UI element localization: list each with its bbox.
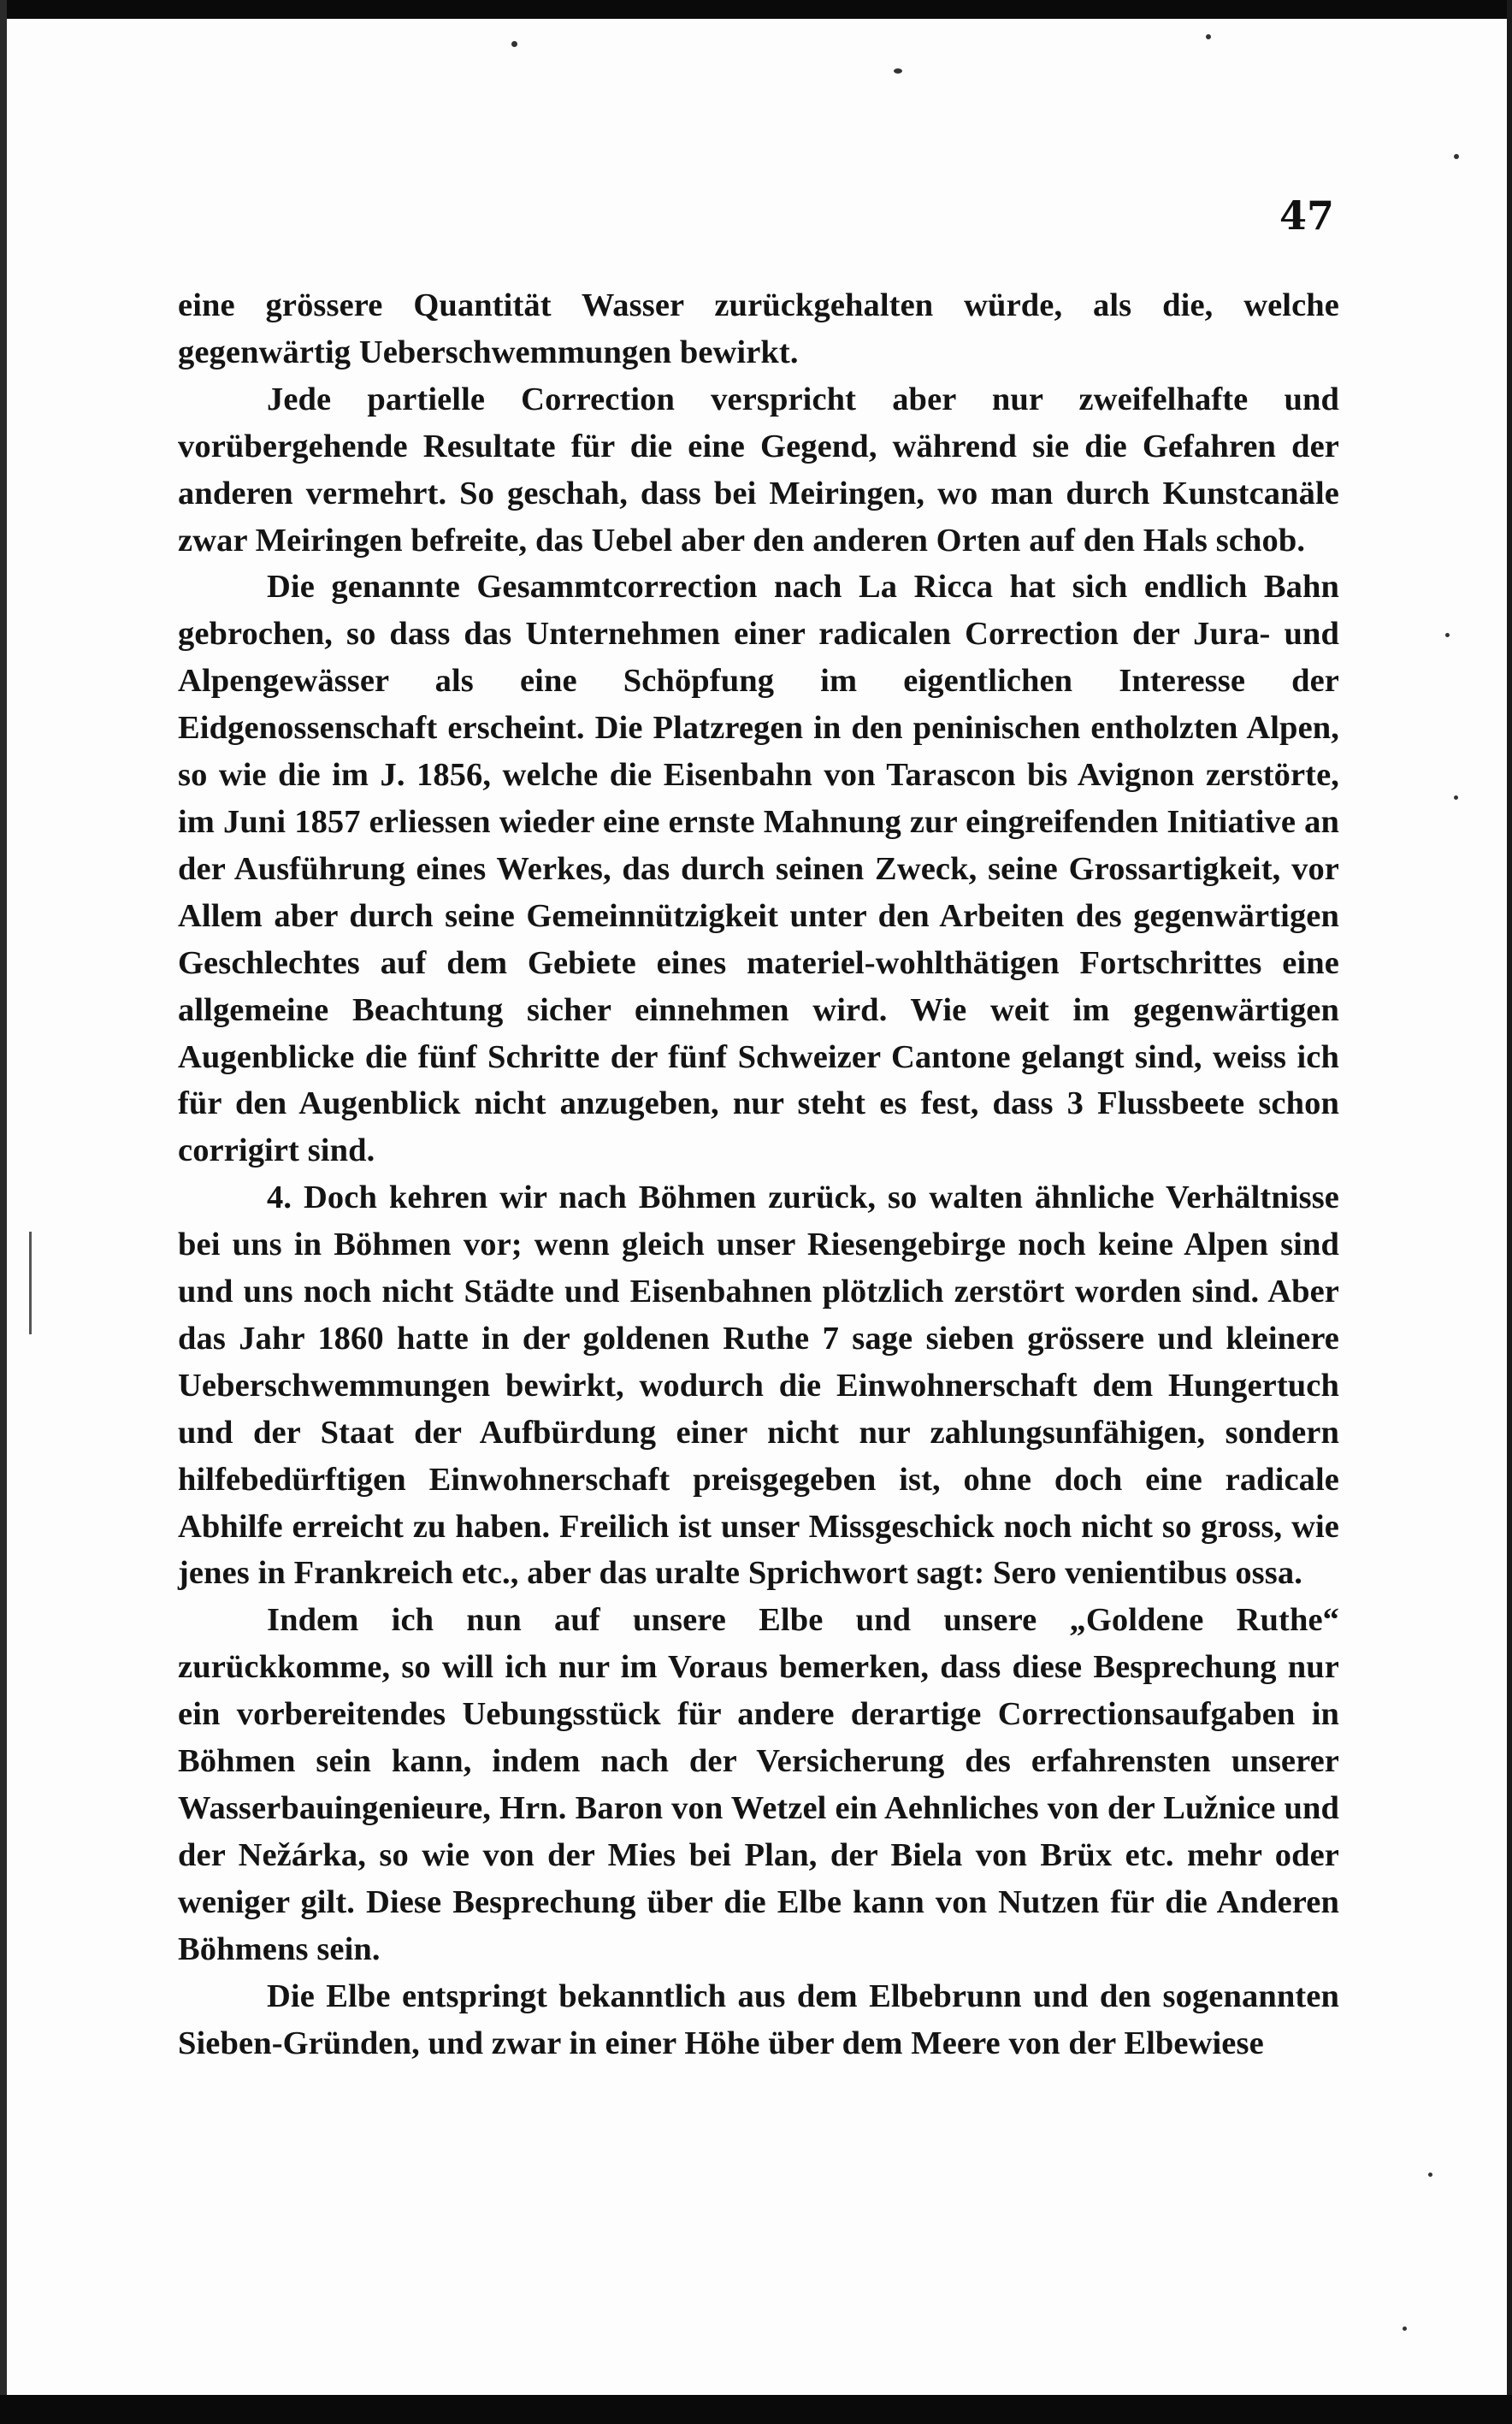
print-speck (1428, 2173, 1432, 2177)
paragraph: Jede partielle Correction verspricht aber nur zweifelhafte und vorübergehende Resultate für die eine Gegend, während sie die Gefahren der anderen vermehrt. So geschah, dass bei Meiringen, wo man durch Kunstcanäle zwar Meiringen befreite, das Uebel aber den anderen Orten auf den Hals schob. (178, 381, 1339, 559)
paragraph: Die Elbe entspringt bekanntlich aus dem Elbebrunn und den sogenannten Sieben-Gründen, und zwar in einer Höhe über dem Meere von der Elbewiese (178, 1978, 1339, 2061)
print-speck (894, 68, 902, 74)
paragraph: eine grössere Quantität Wasser zurückgehalten würde, als die, welche gegenwärtig Ueberschwemmungen bewirkt. (178, 287, 1339, 370)
scan-border-bottom (0, 2395, 1512, 2424)
scan-border-left (0, 0, 7, 2424)
paragraph: 4. Doch kehren wir nach Böhmen zurück, so walten ähnliche Verhältnisse bei uns in Böhmen vor; wenn gleich unser Riesengebirge noch keine Alpen sind und uns noch nicht Städte und Eisenbahnen plötzlich zerstört worden sind. Aber das Jahr 1860 hatte in der goldenen Ruthe 7 sage sieben grössere und kleinere Ueberschwemmungen bewirkt, wodurch die Einwohnerschaft dem Hungertuch und der Staat der Aufbürdung einer nicht nur zahlungsunfähigen, sondern hilfebedürftigen Einwohnerschaft preisgegeben ist, ohne doch eine radicale Abhilfe erreicht zu haben. Freilich ist unser Missgeschick noch nicht so gross, wie jenes in Frankreich etc., aber das uralte Sprichwort sagt: Sero venientibus ossa. (178, 1179, 1339, 1592)
print-speck (1206, 34, 1211, 39)
page-number: 47 (1279, 192, 1334, 239)
print-speck (1445, 633, 1450, 637)
scan-border-right (1507, 0, 1512, 2424)
paragraph: Die genannte Gesammtcorrection nach La Ricca hat sich endlich Bahn gebrochen, so dass das Unternehmen einer radicalen Correction der Jura- und Alpengewässer als eine Schöpfung im eigentlichen Interesse der Eidgenossenschaft erscheint. Die Platzregen in den peninischen entholzten Alpen, so wie die im J. 1856, welche die Eisenbahn von Tarascon bis Avignon zerstörte, im Juni 1857 erliessen wieder eine ernste Mahnung zur eingreifenden Initiative an der Ausführung eines Werkes, das durch seinen Zweck, seine Grossartigkeit, vor Allem aber durch seine Gemeinnützigkeit unter den Arbeiten des gegenwärtigen Geschlechtes auf dem Gebiete eines materiel-wohlthätigen Fortschrittes eine allgemeine Beachtung sicher einnehmen wird. Wie weit im gegenwärtigen Augenblicke die fünf Schritte der fünf Schweizer Cantone gelangt sind, weiss ich für den Augenblick nicht anzugeben, nur steht es fest, dass 3 Flussbeete schon corrigirt sind. (178, 569, 1339, 1169)
binding-mark (29, 1232, 32, 1334)
scan-border-top (0, 0, 1512, 19)
print-speck (511, 41, 517, 47)
print-speck (1454, 154, 1459, 159)
print-speck (1403, 2326, 1407, 2331)
body-text (178, 282, 1339, 2066)
print-speck (1454, 795, 1458, 800)
paragraph: Indem ich nun auf unsere Elbe und unsere „Goldene Ruthe“ zurückkomme, so will ich nur im Voraus bemerken, dass diese Besprechung nur ein vorbereitendes Uebungsstück für andere derartige Correctionsaufgaben in Böhmen sein kann, indem nach der Versicherung des erfahrensten unserer Wasserbauingenieure, Hrn. Baron von Wetzel ein Aehnliches von der Lužnice und der Nežárka, so wie von der Mies bei Plan, der Biela von Brüx etc. mehr oder weniger gilt. Diese Besprechung über die Elbe kann von Nutzen für die Anderen Böhmens sein. (178, 1602, 1339, 1967)
